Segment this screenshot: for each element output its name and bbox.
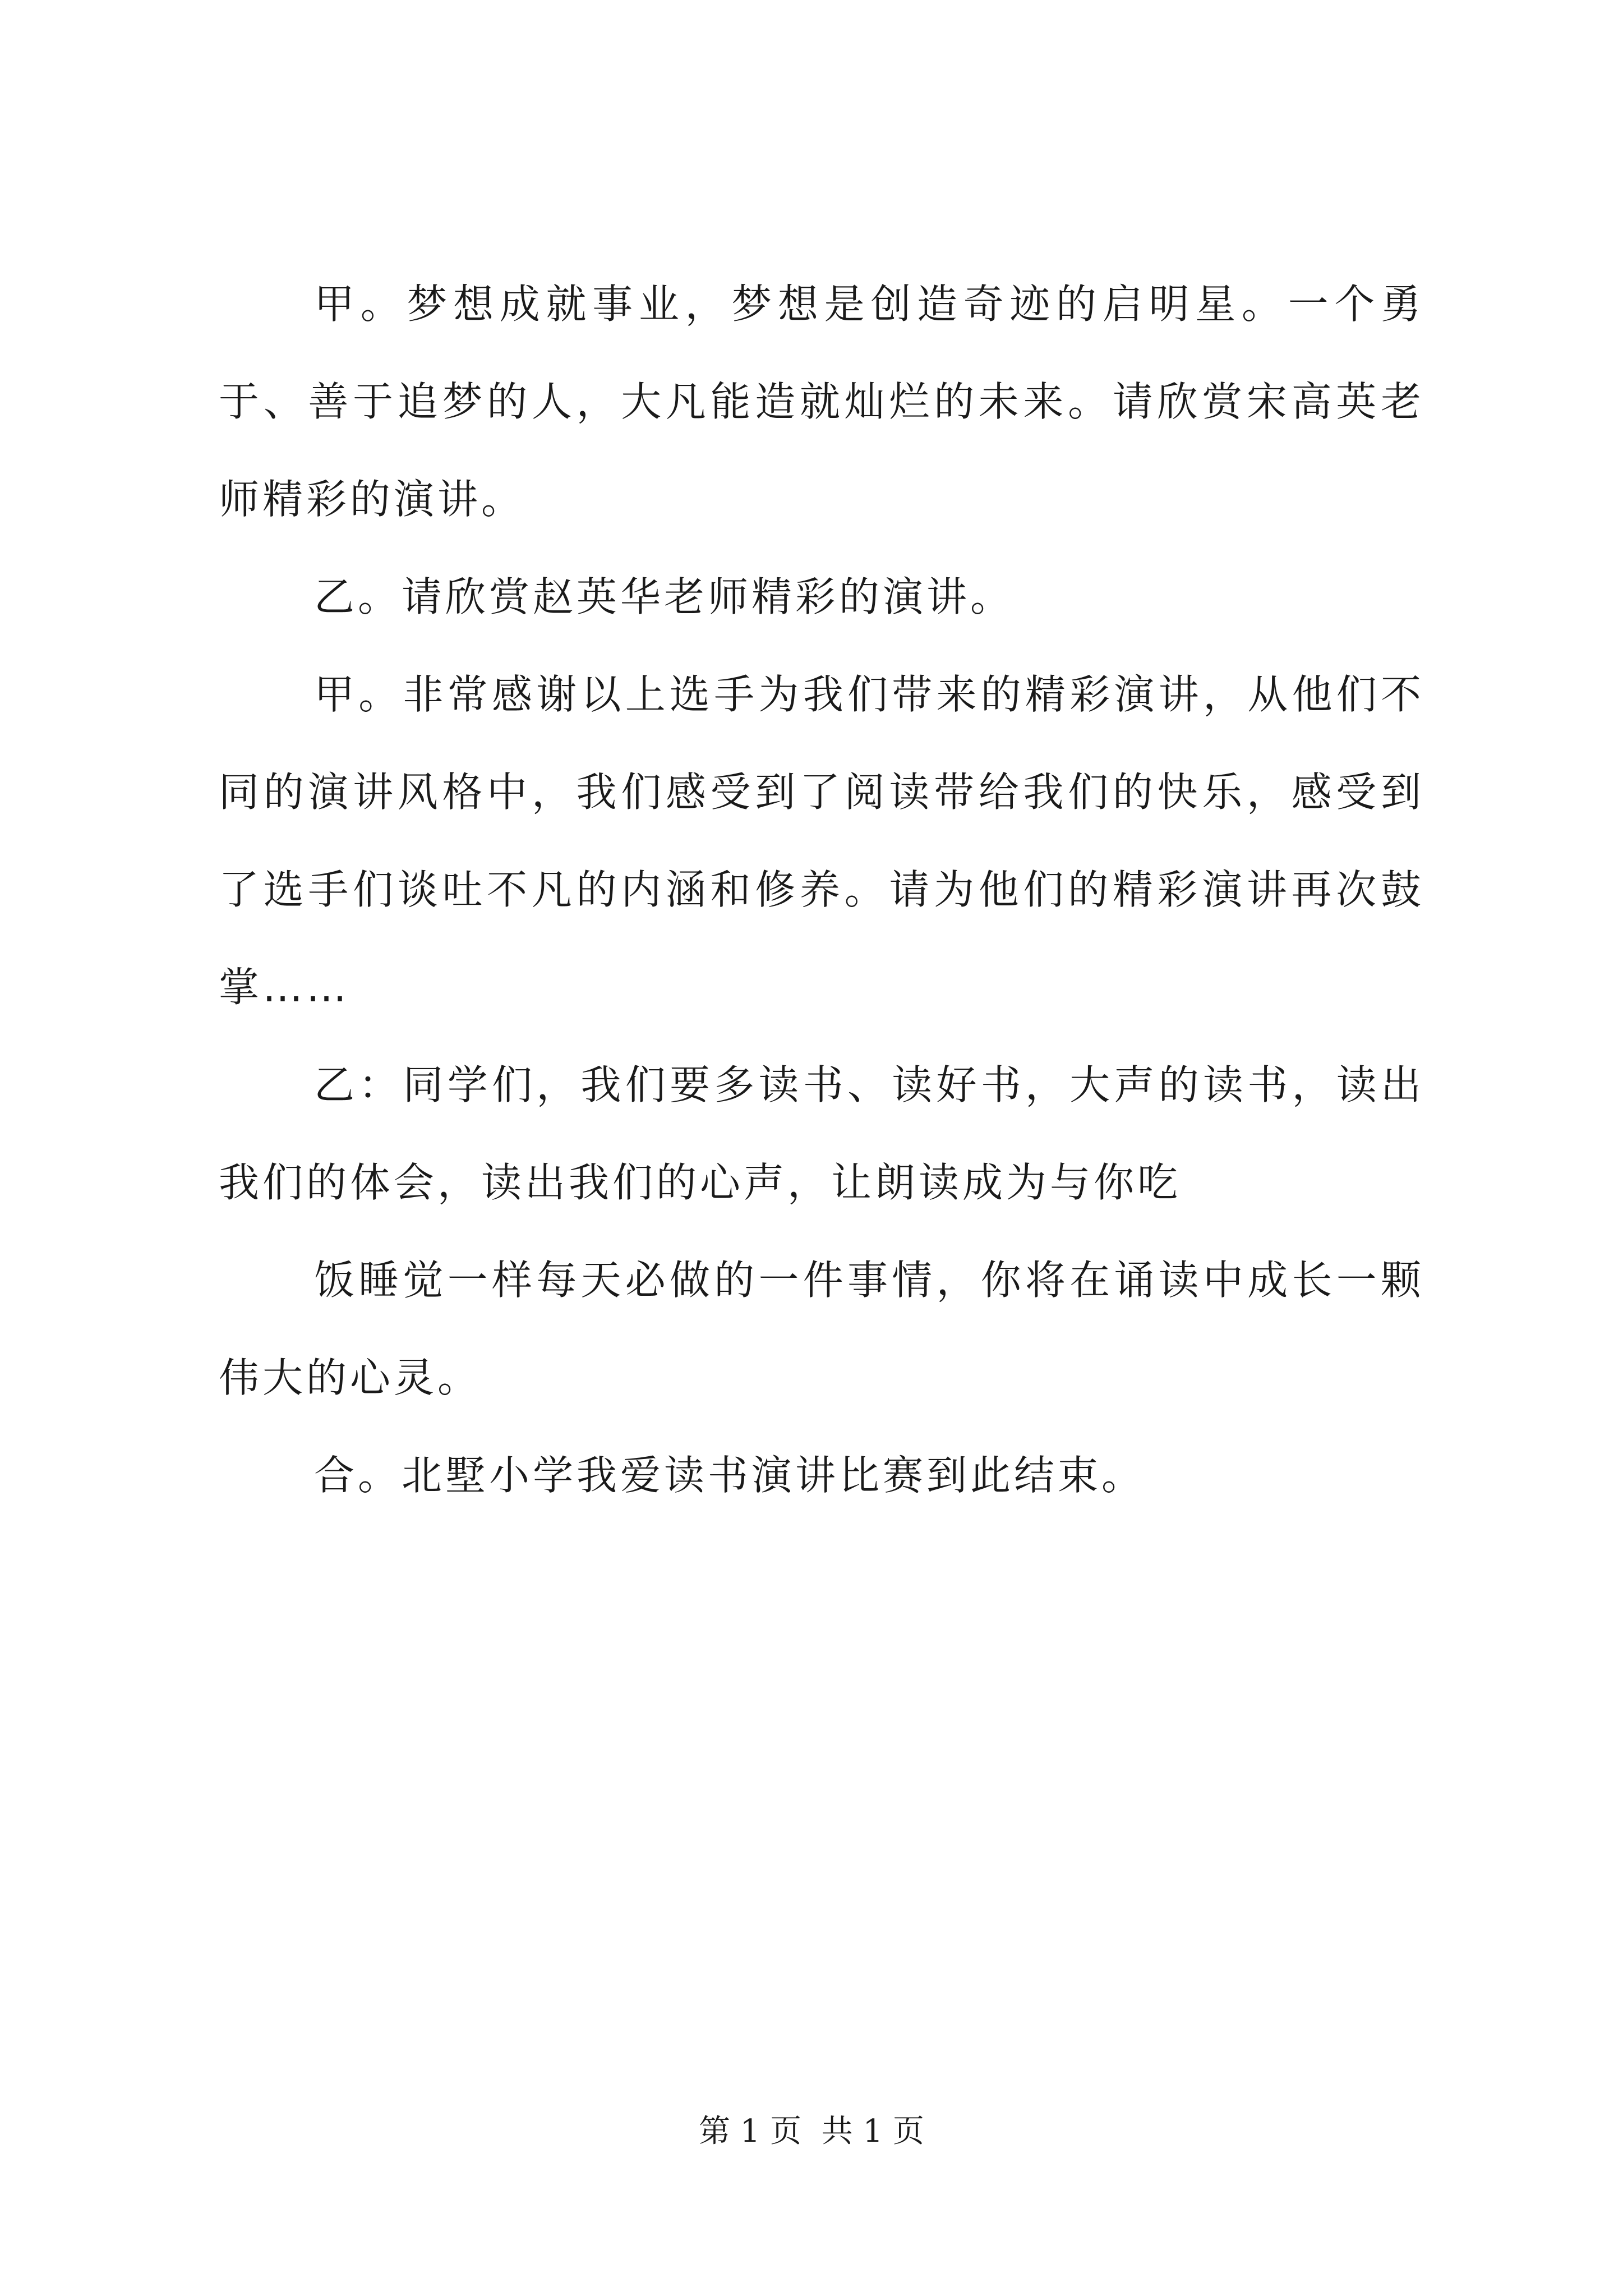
page-footer: [0, 2109, 1623, 2154]
paragraph-2: 乙。请欣赏赵英华老师精彩的演讲。: [314, 573, 1015, 620]
paragraph-3: 甲。非常感谢以上选手为我们带来的精彩演讲，从他们不同的演讲风格中，我们感受到了阅读带给我们的快乐，感受到了选手们谈吐不凡的内涵和修养。请为他们的精彩演讲再次鼓掌……: [219, 671, 1424, 1011]
paragraph-1: 甲。梦想成就事业，梦想是创造奇迹的启明星。一个勇于、善于追梦的人，大凡能造就灿烂的未来。请欣赏宋高英老师精彩的演讲。: [219, 280, 1424, 523]
paragraph-4: 乙：同学们，我们要多读书、读好书，大声的读书，读出我们的体会，读出我们的心声，让朗读成为与你吃: [219, 1061, 1424, 1206]
paragraph-6: 合。北墅小学我爱读书演讲比赛到此结束。: [314, 1452, 1146, 1499]
page-number-label: 第 1 页 共 1 页: [698, 2113, 925, 2150]
document-body: [219, 255, 1424, 1524]
paragraph-5: 饭睡觉一样每天必做的一件事情，你将在诵读中成长一颗伟大的心灵。: [219, 1257, 1424, 1401]
